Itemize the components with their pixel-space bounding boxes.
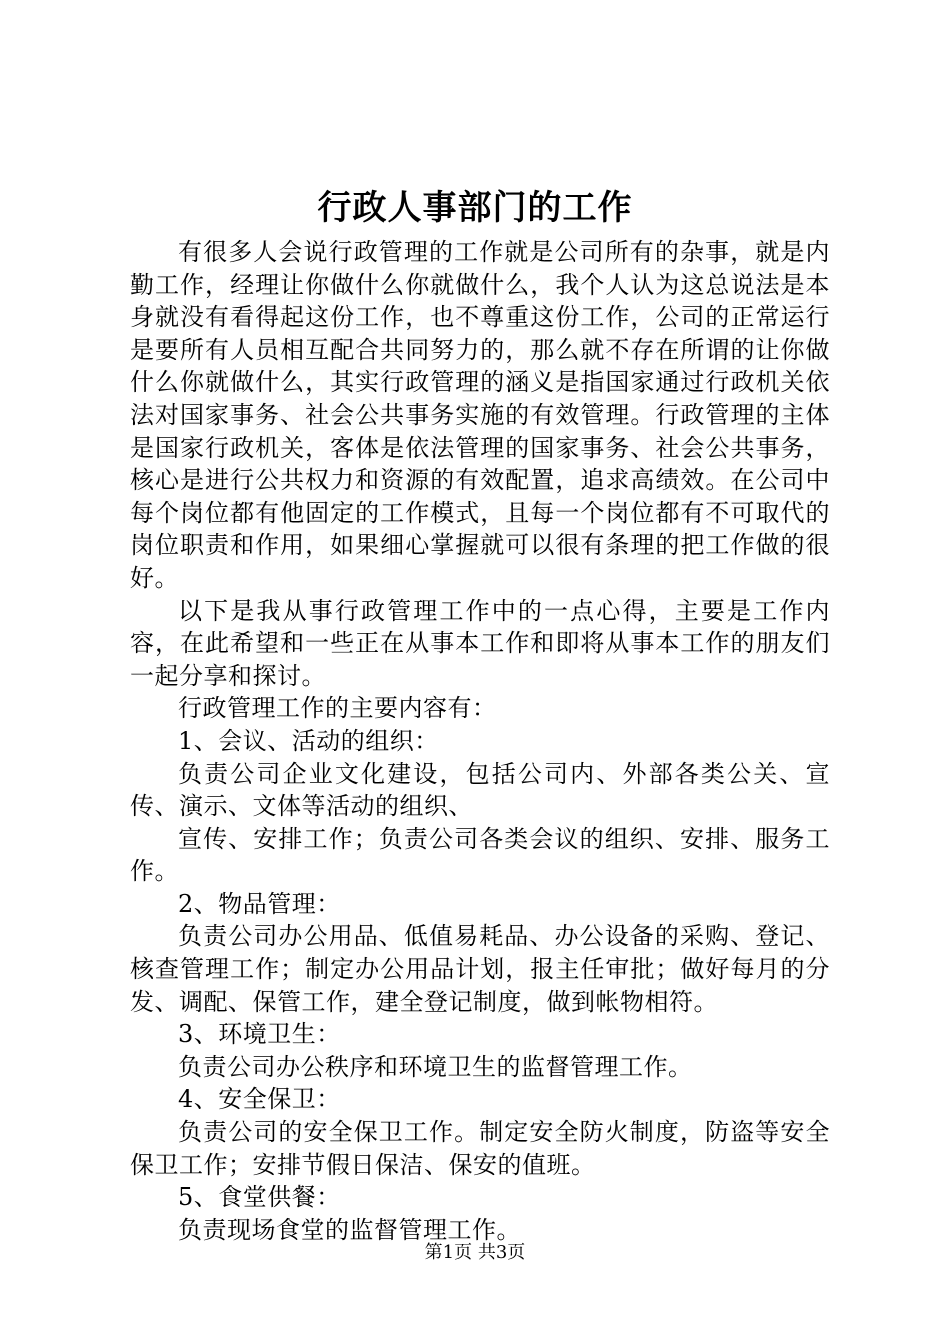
section-heading-supplies: 2、物品管理：: [178, 889, 341, 918]
paragraph-environment: 负责公司办公秩序和环境卫生的监督管理工作。: [178, 1052, 693, 1081]
document-title: 行政人事部门的工作: [317, 188, 633, 228]
section-heading-meetings: 1、会议、活动的组织：: [178, 726, 439, 755]
paragraph-meetings-1: 负责公司企业文化建设，包括公司内、外部各类公关、宣传、演示、文体等活动的组织、: [130, 759, 830, 821]
page-footer: 第1页 共3页: [424, 1242, 526, 1263]
paragraph-meetings-2: 宣传、安排工作；负责公司各类会议的组织、安排、服务工作。: [130, 824, 830, 886]
paragraph-intro: 有很多人会说行政管理的工作就是公司所有的杂事，就是内勤工作，经理让你做什么你就做什么，我个人认为这总说法是本身就没有看得起这份工作，也不尊重这份工作，公司的正常运行是要所有人员相互配合共同努力的，那么就不存在所谓的让你做什么你就做什么，其实行政管理的涵义是指国家通过行政机关依法对国家事务、社会公共事务实施的有效管理。行政管理的主体是国家行政机关，客体是依法管理的国家事务、社会公共事务，核心是进行公共权力和资源的有效配置，追求高绩效。在公司中每个岗位都有他固定的工作模式，且每一个岗位都有不可取代的岗位职责和作用，如果细心掌握就可以很有条理的把工作做的很好。: [130, 238, 830, 592]
section-heading-environment: 3、环境卫生：: [178, 1020, 341, 1049]
paragraph-canteen: 负责现场食堂的监督管理工作。: [178, 1215, 521, 1244]
paragraph-purpose: 以下是我从事行政管理工作中的一点心得，主要是工作内容，在此希望和一些正在从事本工作和即将从事本工作的朋友们一起分享和探讨。: [130, 596, 830, 690]
section-heading-security: 4、安全保卫：: [178, 1085, 341, 1114]
paragraph-security: 负责公司的安全保卫工作。制定安全防火制度，防盗等安全保卫工作；安排节假日保洁、保安的值班。: [130, 1118, 830, 1179]
document-body: [130, 236, 830, 1246]
section-heading-canteen: 5、食堂供餐：: [178, 1183, 341, 1212]
paragraph-supplies: 负责公司办公用品、低值易耗品、办公设备的采购、登记、核查管理工作；制定办公用品计划，报主任审批；做好每月的分发、调配、保管工作，建全登记制度，做到帐物相符。: [130, 922, 830, 1016]
paragraph-contents-heading: 行政管理工作的主要内容有：: [178, 694, 497, 723]
